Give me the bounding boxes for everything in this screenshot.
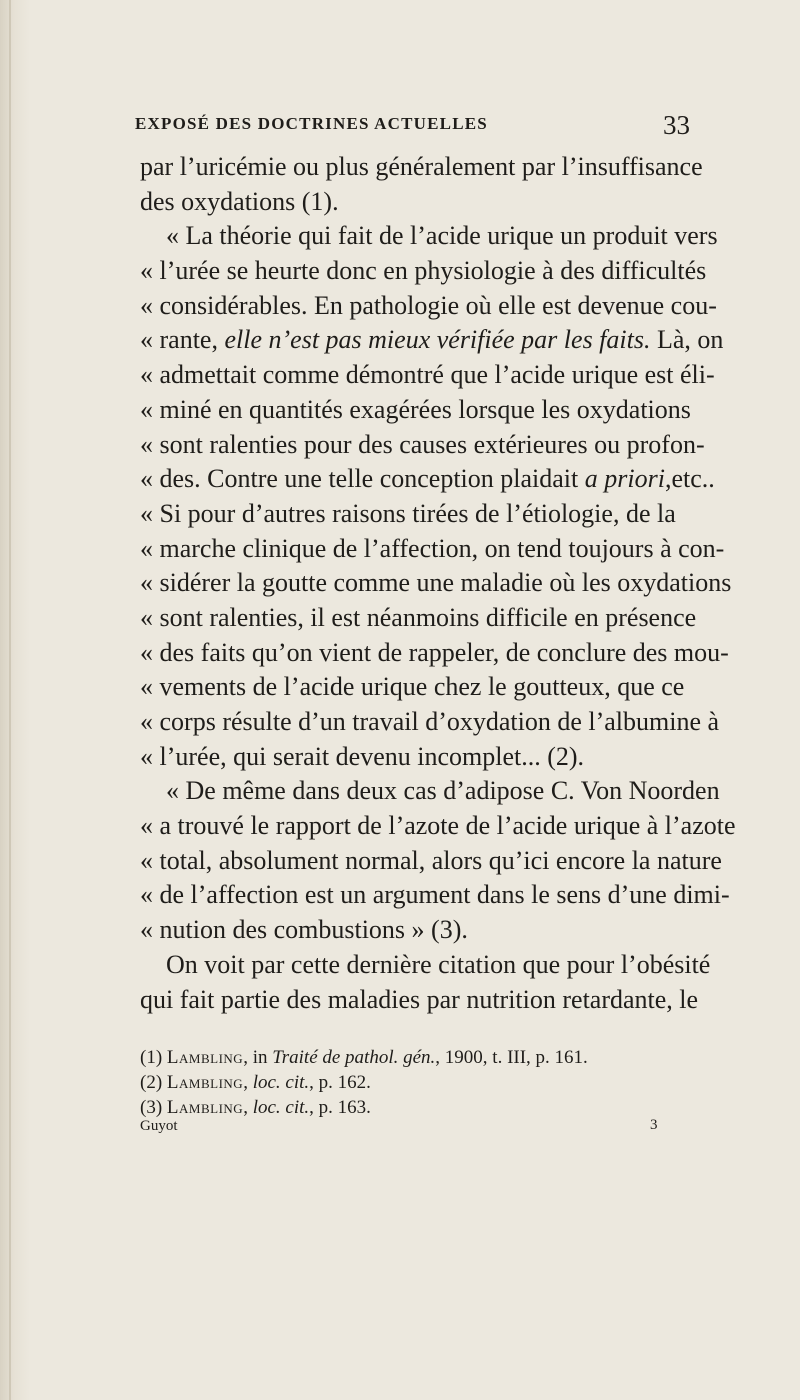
text-line <box>140 462 715 497</box>
footnote-author: Lambling <box>166 1097 244 1118</box>
text-line: « sidérer la goutte comme une maladie où les oxydations <box>140 568 732 598</box>
text-line: « de l’affection est un argument dans le sens d’une dimi- <box>140 880 730 910</box>
text-line: qui fait partie des maladies par nutrition retardante, le <box>140 984 699 1014</box>
text-line: On voit par cette dernière citation que pour l’obésité <box>166 949 711 979</box>
text-line: « miné en quantités exagérées lorsque les oxydations <box>140 394 691 424</box>
text-line: « a trouvé le rapport de l’azote de l’acide urique à l’azote <box>140 811 736 841</box>
footnote-pre: , in <box>243 1047 273 1068</box>
footnote-italic: loc. cit. <box>252 1097 310 1118</box>
footnote-italic: Traité de pathol. gén. <box>272 1047 436 1068</box>
printer-name: Guyot <box>140 1118 178 1134</box>
footnote-pre: , <box>243 1072 253 1093</box>
text-line: « total, absolument normal, alors qu’ici encore la nature <box>140 845 722 875</box>
page-number: 33 <box>663 110 690 140</box>
text-line: « marche clinique de l’affection, on tend toujours à con- <box>140 533 725 563</box>
text-line: « corps résulte d’un travail d’oxydation de l’albumine à <box>140 707 720 736</box>
text-segment: « rante, <box>140 325 225 355</box>
text-line: « l’urée se heurte donc en physiologie à des difficultés <box>140 256 707 286</box>
footnote-post: , p. 162. <box>309 1072 371 1093</box>
footnote-post: , p. 163. <box>309 1097 371 1118</box>
footnote-post: , 1900, t. III, p. 161. <box>435 1047 588 1068</box>
footnote <box>140 1095 660 1120</box>
footnote <box>140 1045 660 1070</box>
text-line: « considérables. En pathologie où elle est devenue cou- <box>140 290 717 320</box>
text-line: par l’uricémie ou plus généralement par l’insuffisance <box>140 152 703 181</box>
page-gutter <box>9 0 11 1400</box>
text-line: « sont ralenties, il est néanmoins difficile en présence <box>140 602 697 632</box>
text-line <box>140 323 724 358</box>
text-line: « nution des combustions » (3). <box>140 915 468 945</box>
footnote-author: Lambling <box>166 1047 244 1068</box>
running-head: EXPOSÉ DES DOCTRINES ACTUELLES <box>135 114 488 133</box>
text-line: « De même dans deux cas d’adipose C. Von Noorden <box>166 776 720 806</box>
text-line: « Si pour d’autres raisons tirées de l’étiologie, de la <box>140 498 676 528</box>
text-segment: « des. Contre une telle conception plaidait <box>140 464 585 494</box>
text-line: « sont ralenties pour des causes extérieures ou profon- <box>140 429 705 459</box>
text-line: « l’urée, qui serait devenu incomplet... (2). <box>140 741 585 771</box>
text-line: « La théorie qui fait de l’acide urique un produit vers <box>166 221 718 251</box>
footnotes <box>140 1045 660 1120</box>
footnote <box>140 1070 660 1095</box>
text-line: des oxydations (1). <box>140 186 339 216</box>
page-header <box>135 110 690 142</box>
footnote-author: Lambling <box>166 1072 244 1093</box>
footnote-num: (3) <box>140 1097 167 1118</box>
footnote-italic: loc. cit. <box>252 1072 310 1093</box>
footnote-pre: , <box>243 1097 253 1118</box>
footnote-num: (1) <box>140 1047 167 1068</box>
text-line: « vements de l’acide urique chez le goutteux, que ce <box>140 672 685 702</box>
italic-segment: a priori <box>584 464 665 494</box>
body-text <box>140 150 736 1017</box>
footnote-num: (2) <box>140 1072 167 1093</box>
text-line: « admettait comme démontré que l’acide urique est éli- <box>140 360 715 390</box>
text-line: « des faits qu’on vient de rappeler, de conclure des mou- <box>140 637 729 667</box>
text-segment: Là, on <box>650 325 724 355</box>
italic-segment: elle n’est pas mieux vérifiée par les faits. <box>224 325 651 355</box>
signature-mark: 3 <box>650 1117 658 1133</box>
text-segment: ,etc.. <box>664 464 715 494</box>
